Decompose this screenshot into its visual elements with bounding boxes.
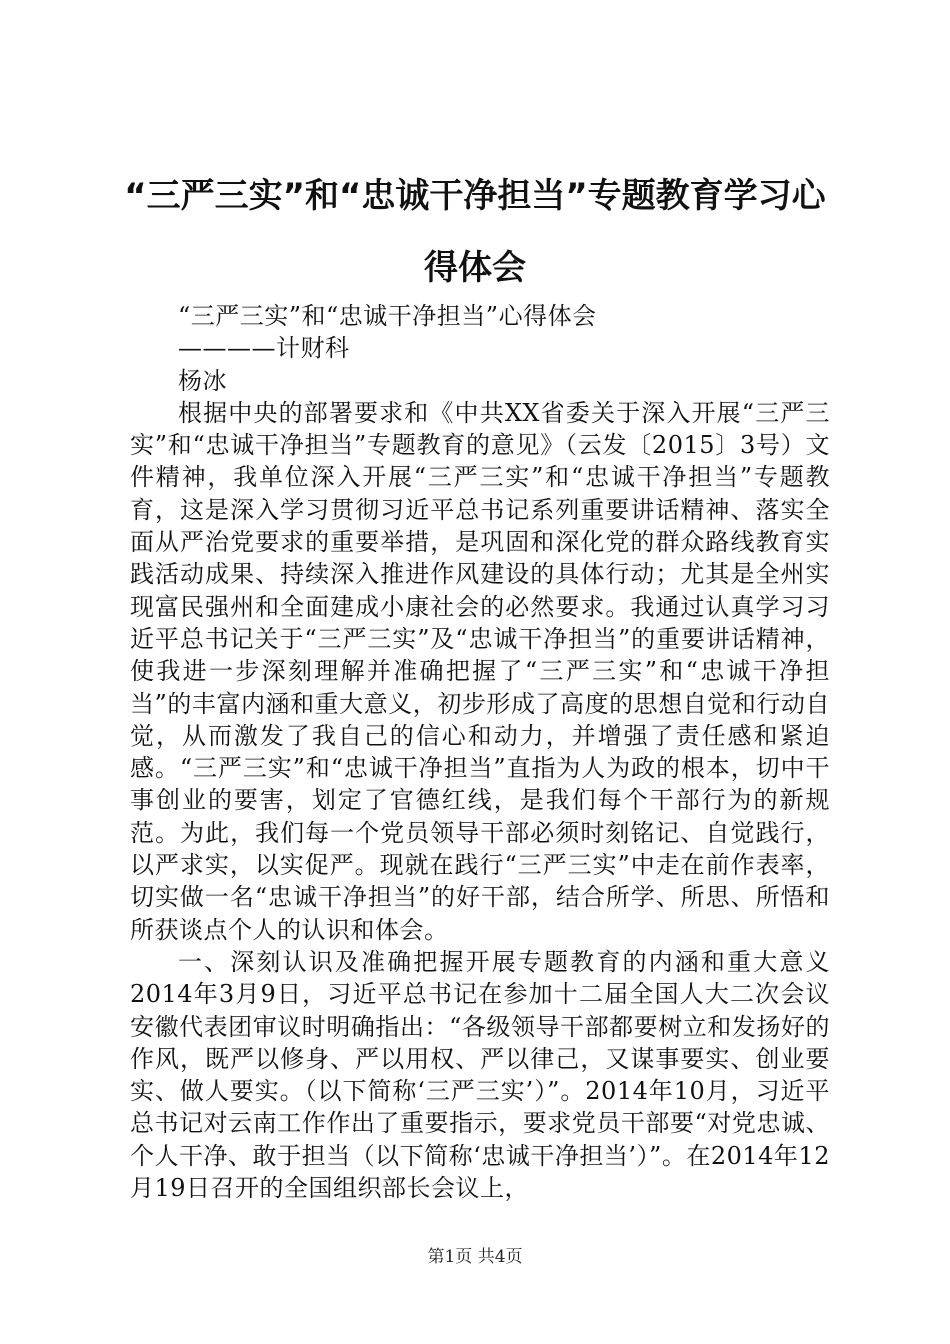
document-author: 杨冰 [178,366,227,395]
document-body [130,300,830,1204]
document-department: ————计财科 [178,334,350,363]
paragraph-2: 一、深刻认识及准确把握开展专题教育的内涵和重大意义2014年3月9日，习近平总书记在参加十二届全国人大二次会议安徽代表团审议时明确指出：“各级领导干部都要树立和发扬好的作风，既严以修身、严以用权、严以律己，又谋事要实、创业要实、做人要实。（以下简称‘三严三实’）”。2014年10月，习近平总书记对云南工作作出了重要指示，要求党员干部要“对党忠诚、个人干净、敢于担当（以下简称‘忠诚干净担当’）”。在2014年12月19日召开的全国组织部长会议上， [130,947,830,1203]
paragraph-1: 根据中央的部署要求和《中共XX省委关于深入开展“三严三实”和“忠诚干净担当”专题教育的意见》（云发〔2015〕3号）文件精神，我单位深入开展“三严三实”和“忠诚干净担当”专题教育，这是深入学习贯彻习近平总书记系列重要讲话精神、落实全面从严治党要求的重要举措，是巩固和深化党的群众路线教育实践活动成果、持续深入推进作风建设的具体行动；尤其是全州实现富民强州和全面建成小康社会的必然要求。我通过认真学习习近平总书记关于“三严三实”及“忠诚干净担当”的重要讲话精神，使我进一步深刻理解并准确把握了“三严三实”和“忠诚干净担当”的丰富内涵和重大意义，初步形成了高度的思想自觉和行动自觉，从而激发了我自己的信心和动力，并增强了责任感和紧迫感。“三严三实”和“忠诚干净担当”直指为人为政的根本，切中干事创业的要害，划定了官德红线，是我们每个干部行为的新规范。为此，我们每一个党员领导干部必须时刻铭记、自觉践行，以严求实，以实促严。现就在践行“三严三实”中走在前作表率，切实做一名“忠诚干净担当”的好干部，结合所学、所思、所悟和所获谈点个人的认识和体会。 [130,398,830,944]
document-title: “三严三实”和“忠诚干净担当”专题教育学习心得体会 [124,176,826,288]
page-footer: 第1页 共4页 [427,1247,523,1267]
document-subtitle: “三严三实”和“忠诚干净担当”心得体会 [178,302,597,330]
